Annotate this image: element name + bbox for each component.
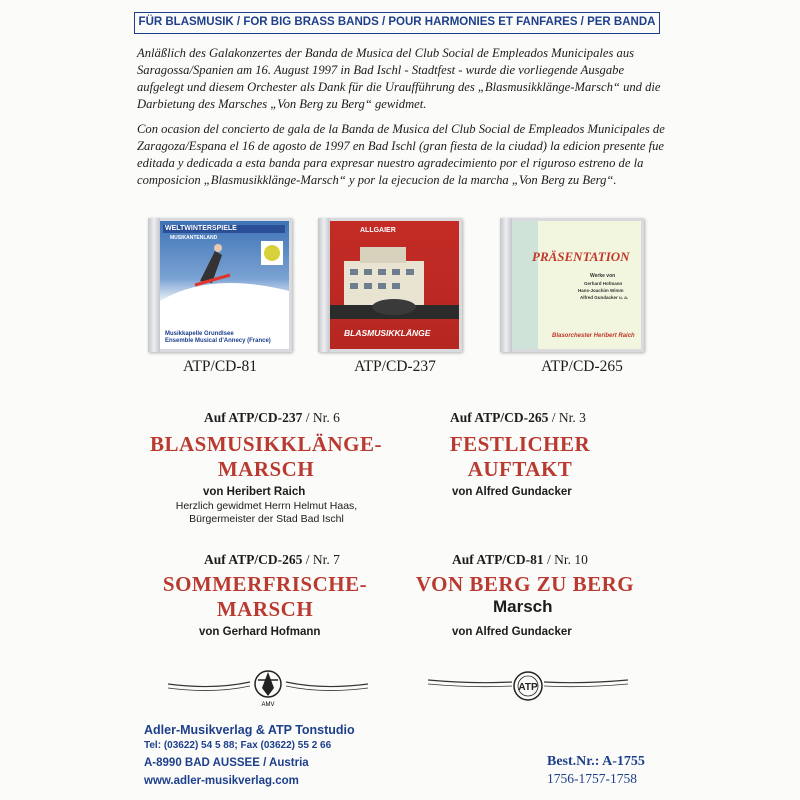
cd-cover-237	[318, 218, 462, 352]
piece-2-title-line1: FESTLICHER	[449, 432, 591, 456]
emblem-left	[168, 666, 368, 708]
intro-german: Anläßlich des Galakonzertes der Banda de Musica del Club Social de Empleados Municipales aus Saragossa/Spanien am 16. August 1997 in Bad Ischl - Stadtfest - wurde die vorliegende Ausgabe aufgelegt und diesem Orchester als Dank für die Uraufführung des „Blasmusikklänge-Marsch“ und die Darbietung des Marsches „Von Berg zu Berg“ gewidmet.	[137, 46, 661, 111]
piece-3-reference: Auf ATP/CD-265 / Nr. 7	[204, 552, 340, 567]
cd-label-265: ATP/CD-265	[541, 358, 623, 375]
cd-265-composer-1: Gerhard Hofmann	[584, 281, 623, 286]
cd-265-composer-2: Hans-Joachim Wimm	[578, 288, 624, 293]
cd-81-cover-title: WELTWINTERSPIELE	[165, 225, 237, 232]
piece-3-composer: von Gerhard Hofmann	[199, 626, 321, 638]
piece-1-title-line2: MARSCH	[217, 457, 315, 481]
cd-cover-81	[148, 218, 292, 352]
cd-label-237: ATP/CD-237	[354, 358, 436, 375]
intro-spanish: Con ocasion del concierto de gala de la Banda de Musica del Club Social de Empleados Municipales de Zaragoza/Espana el 16 de agosto de 1997 en Bad Ischl (gran fiesta de la ciudad) la edicion presente fue editada y dedicada a esta banda para expresar nuestro agradecimiento por el riguroso estreno de la composicion „Blasmusikklänge-Marsch“ y por la ejecucion de la marcha „Von Berg zu Berg“.	[137, 122, 665, 187]
emblem-right-text: ATP	[518, 682, 538, 693]
publisher-phone: Tel: (03622) 54 5 88; Fax (03622) 55 2 66	[144, 740, 332, 751]
cd-265-cover-title: PRÄSENTATION	[532, 249, 630, 264]
piece-2-composer: von Alfred Gundacker	[452, 486, 572, 498]
cd-label-81: ATP/CD-81	[182, 358, 258, 375]
piece-3-title-line2: MARSCH	[216, 597, 314, 621]
piece-1-composer: von Heribert Raich	[203, 486, 306, 498]
piece-1-dedication-line2: Bürgermeister der Stad Bad Ischl	[189, 513, 344, 525]
publisher-website[interactable]: www.adler-musikverlag.com	[144, 775, 299, 787]
cd-265-cover-works: Werke von	[590, 273, 616, 279]
piece-1-reference: Auf ATP/CD-237 / Nr. 6	[204, 410, 340, 425]
publisher-address: A-8990 BAD AUSSEE / Austria	[144, 757, 309, 769]
piece-2-reference: Auf ATP/CD-265 / Nr. 3	[450, 410, 586, 425]
piece-2-title-line2: AUFTAKT	[467, 457, 573, 481]
cd-81-cover-text: Musikkapelle Grundlsee	[165, 331, 234, 337]
cd-81-cover-line: MUSIKANTENLAND	[170, 235, 218, 241]
cd-237-cover-title: ALLGAIER	[360, 227, 396, 234]
piece-4-subtitle: Marsch	[493, 597, 553, 616]
piece-1-dedication-line1: Herzlich gewidmet Herrn Helmut Haas,	[175, 500, 358, 512]
emblem-left-text: AMV	[261, 702, 275, 708]
piece-4-title: VON BERG ZU BERG	[415, 572, 635, 596]
publisher-name: Adler-Musikverlag & ATP Tonstudio	[144, 723, 355, 737]
order-number: Best.Nr.: A-1755	[547, 754, 645, 769]
cd-265-composer-3: Alfred Gundacker u. a.	[580, 295, 629, 300]
piece-4-composer: von Alfred Gundacker	[452, 626, 572, 638]
piece-3-title-line1: SOMMERFRISCHE-	[162, 572, 368, 596]
cd-265-cover-text: Blasorchester Heribert Raich	[552, 333, 635, 339]
piece-1-title-line1: BLASMUSIKKLÄNGE-	[149, 432, 383, 456]
cd-81-cover-text2: Ensemble Musical d'Annecy (France)	[165, 338, 271, 344]
snowboarder-illustration	[160, 221, 289, 349]
piece-4-reference: Auf ATP/CD-81 / Nr. 10	[452, 552, 588, 567]
header-banner: FÜR BLASMUSIK / FOR BIG BRASS BANDS / POUR HARMONIES ET FANFARES / PER BANDA	[134, 12, 660, 34]
catalog-numbers: 1756-1757-1758	[547, 771, 637, 786]
cd-237-cover-text: BLASMUSIKKLÄNGE	[344, 328, 431, 338]
emblem-right	[428, 666, 628, 708]
cd-cover-265	[500, 218, 644, 352]
